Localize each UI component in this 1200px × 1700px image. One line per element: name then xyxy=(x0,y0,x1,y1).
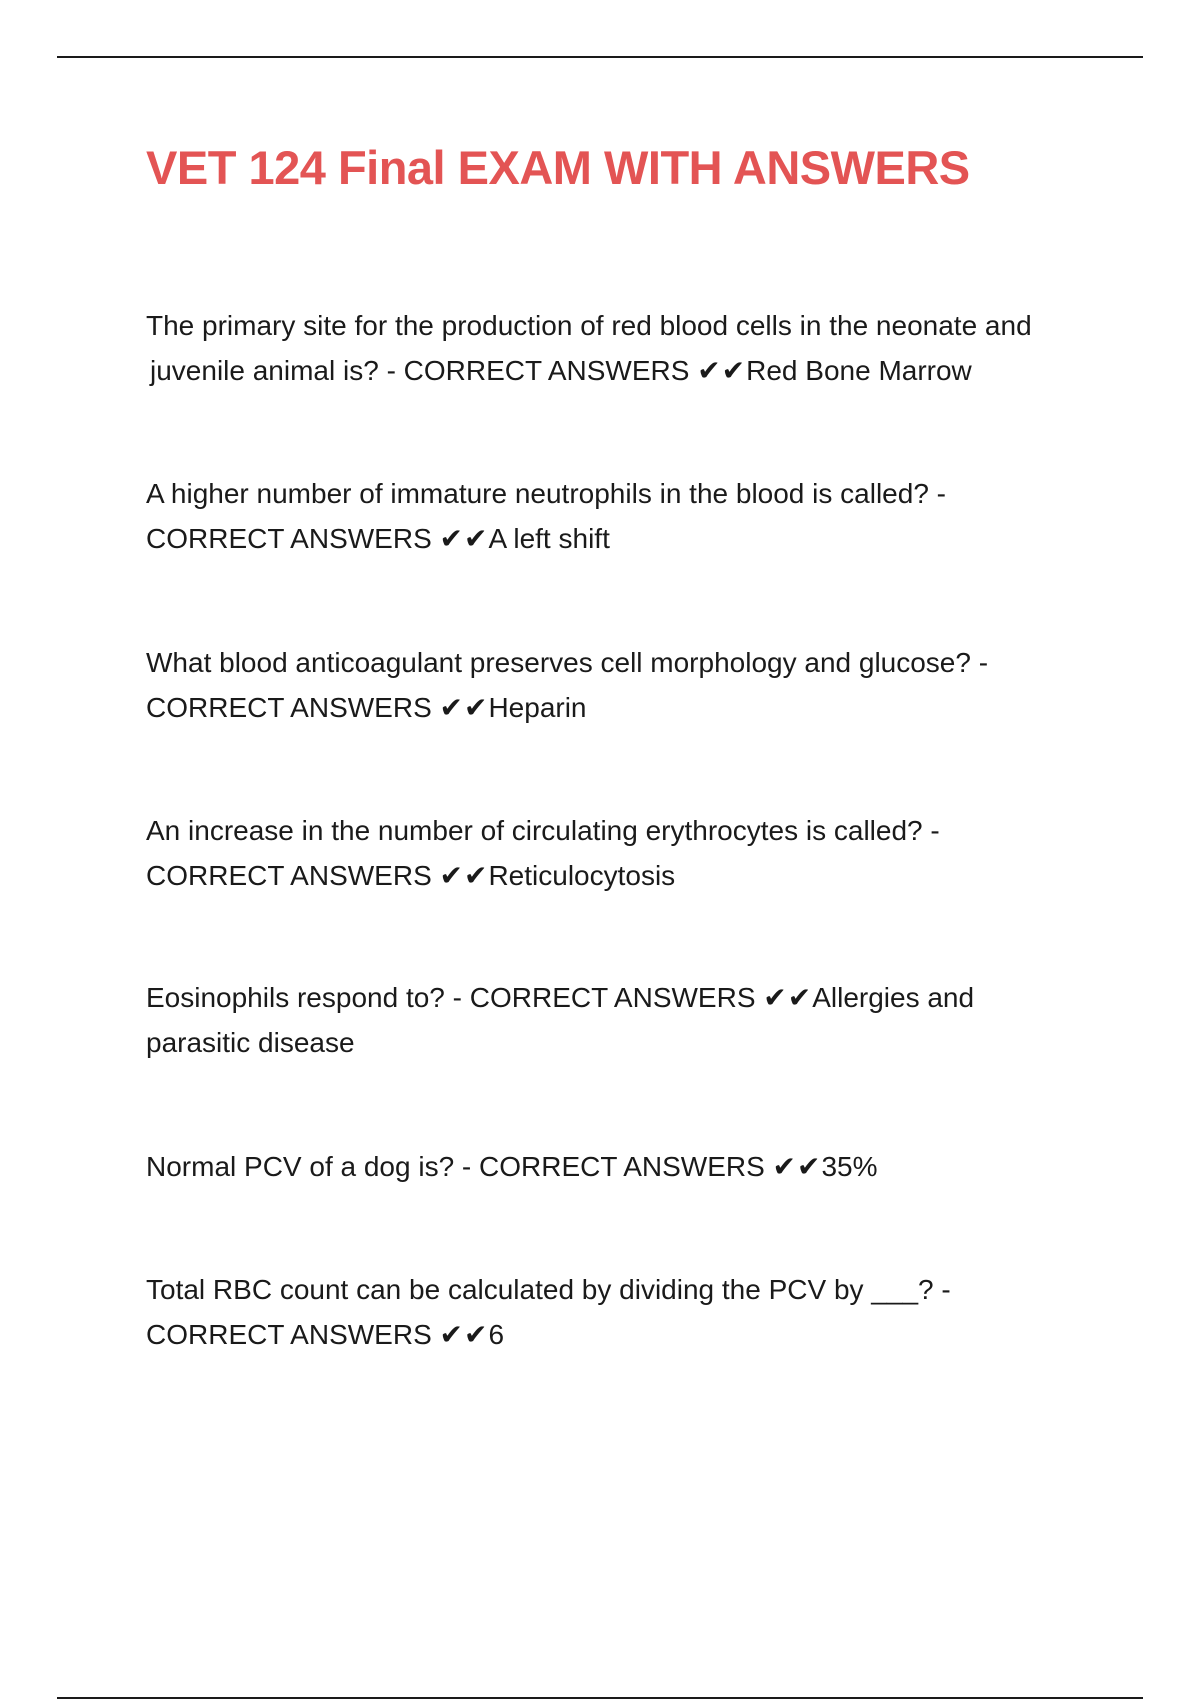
question-text: Normal PCV of a dog is? - CORRECT ANSWERS xyxy=(146,1151,773,1182)
check-marks-icon: ✔✔ xyxy=(439,860,489,891)
question-text: The primary site for the production of red blood cells in the neonate and xyxy=(146,310,1032,341)
question-text: A higher number of immature neutrophils in the blood is called? - xyxy=(146,478,946,509)
answer-text: Allergies and xyxy=(812,982,975,1013)
question-answer-line xyxy=(146,853,1106,898)
question-answer-line xyxy=(146,516,1106,561)
question-answer-line xyxy=(146,1312,1106,1357)
question-answer-line xyxy=(146,348,1106,393)
answer-text: A left shift xyxy=(488,523,610,554)
check-marks-icon: ✔✔ xyxy=(439,1319,489,1350)
question-text: CORRECT ANSWERS xyxy=(146,692,440,723)
answer-text: 6 xyxy=(488,1319,505,1350)
qa-item xyxy=(146,640,1106,730)
qa-item xyxy=(146,975,1106,1065)
question-text: CORRECT ANSWERS xyxy=(146,860,440,891)
qa-item xyxy=(146,471,1106,561)
answer-text: Heparin xyxy=(488,692,587,723)
question-answer-line xyxy=(146,685,1106,730)
qa-item xyxy=(146,303,1106,393)
top-divider xyxy=(57,56,1143,58)
check-marks-icon: ✔✔ xyxy=(763,982,813,1013)
qa-item xyxy=(146,808,1106,898)
check-marks-icon: ✔✔ xyxy=(772,1151,822,1182)
question-text: CORRECT ANSWERS xyxy=(146,1319,440,1350)
check-marks-icon: ✔✔ xyxy=(439,692,489,723)
qa-item xyxy=(146,1267,1106,1357)
answer-text: parasitic disease xyxy=(146,1027,355,1058)
check-marks-icon: ✔✔ xyxy=(439,523,489,554)
question-text: CORRECT ANSWERS xyxy=(146,523,440,554)
qa-item xyxy=(146,1144,1106,1189)
answer-text: Reticulocytosis xyxy=(488,860,676,891)
answer-text: 35% xyxy=(821,1151,878,1182)
question-text: An increase in the number of circulating erythrocytes is called? - xyxy=(146,815,940,846)
question-text: juvenile animal is? - CORRECT ANSWERS xyxy=(150,355,698,386)
question-answer-line xyxy=(146,1144,1106,1189)
question-answer-line xyxy=(146,975,1106,1020)
question-text: Total RBC count can be calculated by dividing the PCV by ___? - xyxy=(146,1274,951,1305)
question-text: What blood anticoagulant preserves cell morphology and glucose? - xyxy=(146,647,989,678)
question-text: Eosinophils respond to? - CORRECT ANSWERS xyxy=(146,982,764,1013)
bottom-divider xyxy=(57,1697,1143,1699)
answer-text: Red Bone Marrow xyxy=(746,355,972,386)
check-marks-icon: ✔✔ xyxy=(697,355,747,386)
document-title: VET 124 Final EXAM WITH ANSWERS xyxy=(146,141,970,194)
